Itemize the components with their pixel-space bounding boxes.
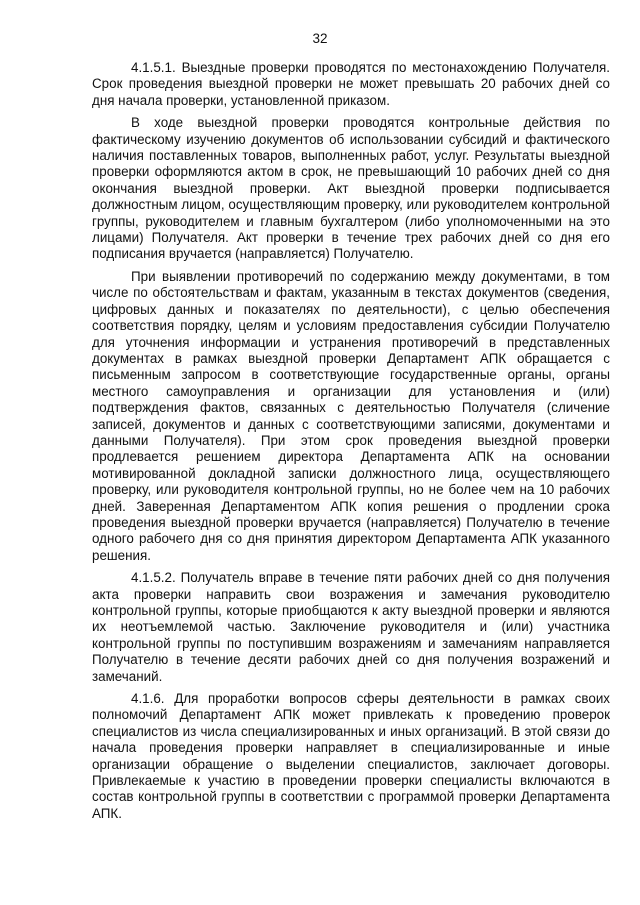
paragraph-onsite-inspection-procedure: В ходе выездной проверки проводятся контрольные действия по фактическому изучению документов об использовании субсидий и фактического наличия поставленных товаров, выполненных работ, услуг. Результаты выездной проверки оформляются актом в срок, не превышающий 10 рабочих дней со дня окончания выездной проверки. Акт выездной проверки подписывается должностным лицом, осуществляющим проверку, или руководителем контрольной группы, руководителем и главным бухгалтером (либо уполномоченными на это лицами) Получателя. Акт проверки в течение трех рабочих дней со дня его подписания вручается (направляется) Получателю.: [92, 115, 610, 262]
paragraph-4-1-5-2: 4.1.5.2. Получатель вправе в течение пяти рабочих дней со дня получения акта проверки направить свои возражения и замечания руководителю контрольной группы, которые приобщаются к акту выездной проверки и являются их неотъемлемой частью. Заключение руководителя и (или) участника контрольной группы по поступившим возражениям и замечаниям направляется Получателю в течение десяти рабочих дней со дня получения возражений и замечаний.: [92, 570, 610, 684]
document-body: [92, 60, 610, 828]
paragraph-4-1-6: 4.1.6. Для проработки вопросов сферы деятельности в рамках своих полномочий Департамент АПК может привлекать к проведению проверок специалистов из числа специализированных и иных организаций. В этой связи до начала проведения проверки направляет в специализированные и иные организации обращение о выделении специалистов, заключает договоры. Привлекаемые к участию в проведении проверки специалисты включаются в состав контрольной группы в соответствии с программой проверки Департамента АПК.: [92, 691, 610, 821]
paragraph-4-1-5-1: 4.1.5.1. Выездные проверки проводятся по местонахождению Получателя. Срок проведения выездной проверки не может превышать 20 рабочих дней со дня начала проверки, установленной приказом.: [92, 60, 610, 108]
page-number: 32: [312, 31, 328, 46]
paragraph-contradictions-resolution: При выявлении противоречий по содержанию между документами, в том числе по обстоятельствам и фактам, указанным в текстах документов (сведения, цифровых данных и показателях по деятельности), с целью обеспечения соответствия порядку, целям и условиям предоставления субсидии Получателю для уточнения информации и устранения противоречий в представленных документах в рамках выездной проверки Департамент АПК обращается с письменным запросом в соответствующие государственные органы, органы местного самоуправления и организации для установления и (или) подтверждения фактов, связанных с деятельностью Получателя (сличение записей, документов и данных с соответствующими записями, документами и данными Получателя). При этом срок проведения выездной проверки продлевается решением директора Департамента АПК на основании мотивированной докладной записки должностного лица, осуществляющего проверку, или руководителя контрольной группы, но не более чем на 10 рабочих дней. Заверенная Департаментом АПК копия решения о продлении срока проведения выездной проверки вручается (направляется) Получателю в течение одного рабочего дня со дня принятия директором Департамента АПК указанного решения.: [92, 268, 610, 563]
